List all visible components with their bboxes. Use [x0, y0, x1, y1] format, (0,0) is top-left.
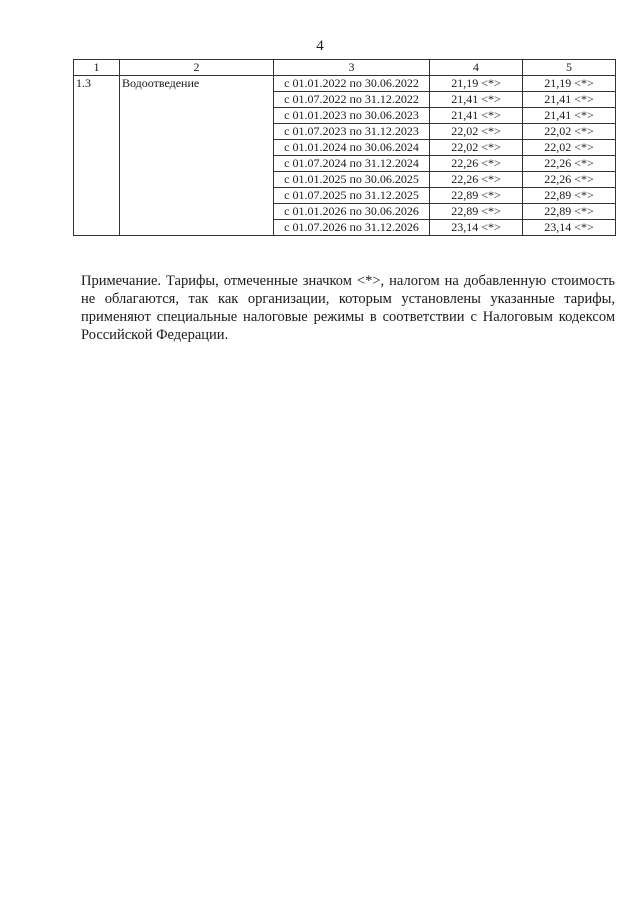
- tariff-col5-cell: 23,14 <*>: [523, 220, 616, 236]
- header-cell-4: 4: [430, 60, 523, 76]
- item-name-cell: Водоотведение: [120, 76, 274, 236]
- header-cell-3: 3: [274, 60, 430, 76]
- tariff-col4-cell: 21,41 <*>: [430, 92, 523, 108]
- tariff-col5-cell: 22,02 <*>: [523, 124, 616, 140]
- period-cell: с 01.07.2026 по 31.12.2026: [274, 220, 430, 236]
- tariff-col5-cell: 21,41 <*>: [523, 92, 616, 108]
- tariff-col4-cell: 22,89 <*>: [430, 204, 523, 220]
- period-cell: с 01.01.2023 по 30.06.2023: [274, 108, 430, 124]
- page-number: 4: [316, 38, 324, 54]
- header-cell-2: 2: [120, 60, 274, 76]
- tariff-col5-cell: 22,26 <*>: [523, 156, 616, 172]
- tariff-col4-cell: 22,02 <*>: [430, 140, 523, 156]
- table-row: [74, 76, 616, 92]
- table-header-row: [74, 60, 616, 76]
- period-cell: с 01.01.2026 по 30.06.2026: [274, 204, 430, 220]
- period-cell: с 01.07.2025 по 31.12.2025: [274, 188, 430, 204]
- period-cell: с 01.01.2024 по 30.06.2024: [274, 140, 430, 156]
- tariff-table-body: [74, 60, 616, 236]
- period-cell: с 01.07.2023 по 31.12.2023: [274, 124, 430, 140]
- period-cell: с 01.01.2022 по 30.06.2022: [274, 76, 430, 92]
- tariff-col5-cell: 22,89 <*>: [523, 188, 616, 204]
- tariff-col4-cell: 23,14 <*>: [430, 220, 523, 236]
- tariff-col4-cell: 21,41 <*>: [430, 108, 523, 124]
- header-cell-5: 5: [523, 60, 616, 76]
- tariff-col4-cell: 22,89 <*>: [430, 188, 523, 204]
- period-cell: с 01.07.2024 по 31.12.2024: [274, 156, 430, 172]
- tariff-col5-cell: 22,89 <*>: [523, 204, 616, 220]
- period-cell: с 01.07.2022 по 31.12.2022: [274, 92, 430, 108]
- tariff-col5-cell: 22,26 <*>: [523, 172, 616, 188]
- tariff-col5-cell: 21,19 <*>: [523, 76, 616, 92]
- note-paragraph: Примечание. Тарифы, отмеченные значком <*>, налогом на добавленную стоимость не облагаются, так как организации, которым установлены указанные тарифы, применяют специальные налоговые режимы в соответствии с Налоговым кодексом Российской Федерации.: [81, 273, 615, 343]
- tariff-col4-cell: 22,26 <*>: [430, 172, 523, 188]
- tariff-col4-cell: 22,26 <*>: [430, 156, 523, 172]
- item-number-cell: 1.3: [74, 76, 120, 236]
- tariff-col5-cell: 21,41 <*>: [523, 108, 616, 124]
- header-cell-1: 1: [74, 60, 120, 76]
- tariff-col5-cell: 22,02 <*>: [523, 140, 616, 156]
- period-cell: с 01.01.2025 по 30.06.2025: [274, 172, 430, 188]
- tariff-col4-cell: 22,02 <*>: [430, 124, 523, 140]
- tariff-col4-cell: 21,19 <*>: [430, 76, 523, 92]
- tariff-table: [73, 59, 616, 236]
